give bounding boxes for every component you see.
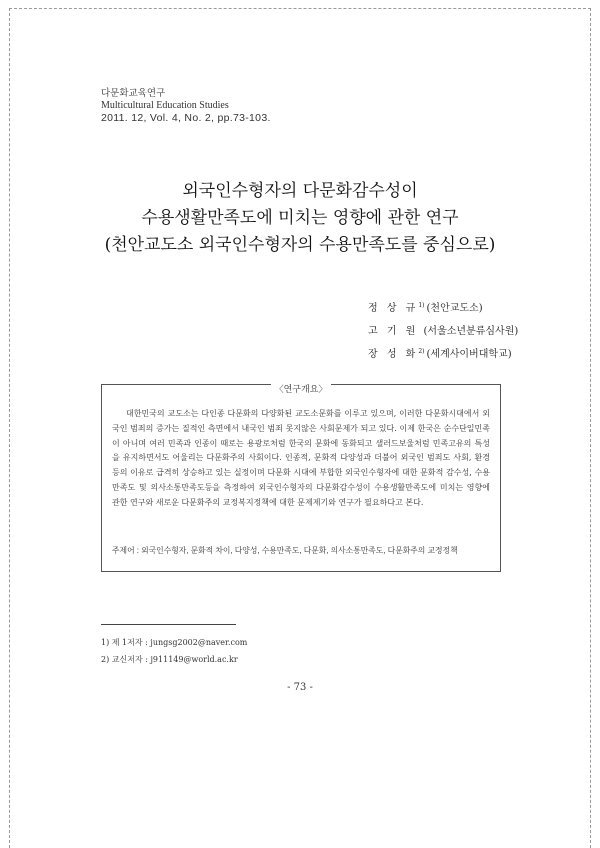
keywords: 주제어 : 외국인수형자, 문화적 차이, 다양성, 수용만족도, 다문화, 의사소통만족도, 다문화주의 교정정책	[112, 546, 458, 555]
journal-volume: 2011. 12, Vol. 4, No. 2, pp.73-103.	[101, 112, 271, 124]
author-item	[368, 342, 518, 365]
author-footnote-mark: 1)	[418, 302, 425, 309]
author-name: 장 성 화	[368, 349, 419, 360]
author-item	[368, 319, 518, 342]
journal-name-ko: 다문화교육연구	[101, 88, 166, 99]
title-line-1: 외국인수형자의 다문화감수성이	[182, 181, 418, 201]
title-line-3: (천안교도소 외국인수형자의 수용만족도를 중심으로)	[104, 235, 496, 255]
author-affiliation: (서울소년분류심사원)	[423, 326, 519, 337]
page-border-left	[9, 8, 10, 848]
journal-header	[101, 88, 271, 124]
footnote-item: 2) 교신저자 : j911149@world.ac.kr	[101, 655, 238, 664]
footnote-item: 1) 제 1저자 : jungsg2002@naver.com	[101, 638, 248, 647]
footnote-divider	[101, 624, 236, 625]
author-affiliation: (세계사이버대학교)	[426, 349, 512, 360]
page-border-right	[590, 8, 591, 848]
paper-title	[0, 178, 600, 259]
author-list	[368, 296, 518, 365]
title-line-2: 수용생활만족도에 미치는 영향에 관한 연구	[141, 208, 459, 228]
author-affiliation: (천안교도소)	[426, 303, 483, 314]
journal-name-en: Multicultural Education Studies	[101, 100, 229, 111]
abstract-label: 〈연구개요〉	[102, 377, 500, 396]
author-name: 고 기 원	[368, 326, 419, 337]
author-footnote-mark: 2)	[418, 348, 425, 355]
footnotes	[101, 634, 247, 668]
author-name: 정 상 규	[368, 303, 419, 314]
page-border-top	[9, 8, 591, 9]
abstract-box	[101, 384, 501, 572]
page-number: - 73 -	[287, 682, 313, 693]
author-item	[368, 296, 518, 319]
abstract-text: 대한민국의 교도소는 다인종 다문화의 다양화된 교도소문화를 이루고 있으며, 이러한 다문화시대에서 외국인 범죄의 증가는 질적인 측면에서 내국인 범죄 못지않은 사회문제가 되고 있다. 이제 한국은 순수단일민족이 아니며 여러 민족과 인종이 때로는 용광로처럼 한국의 문화에 동화되고 샐러드보울처럼 민족고유의 특성을 유지하면서도 어울리는 다문화주의 사회이다. 인종적, 문화적 다양성과 더불어 외국인 범죄도 사회, 환경 등의 이유로 급격히 상승하고 있는 실정이며 다문화 시대에 부합한 외국인수형자에 대한 문화적 감수성, 수용만족도 및 의사소통만족도등을 측정하여 외국인수형자의 다문화감수성이 수용생활만족도에 미치는 영향에 관한 연구와 새로운 다문화주의 교정복지정책에 대한 문제제기와 연구가 필요하다고 본다.	[112, 409, 490, 507]
